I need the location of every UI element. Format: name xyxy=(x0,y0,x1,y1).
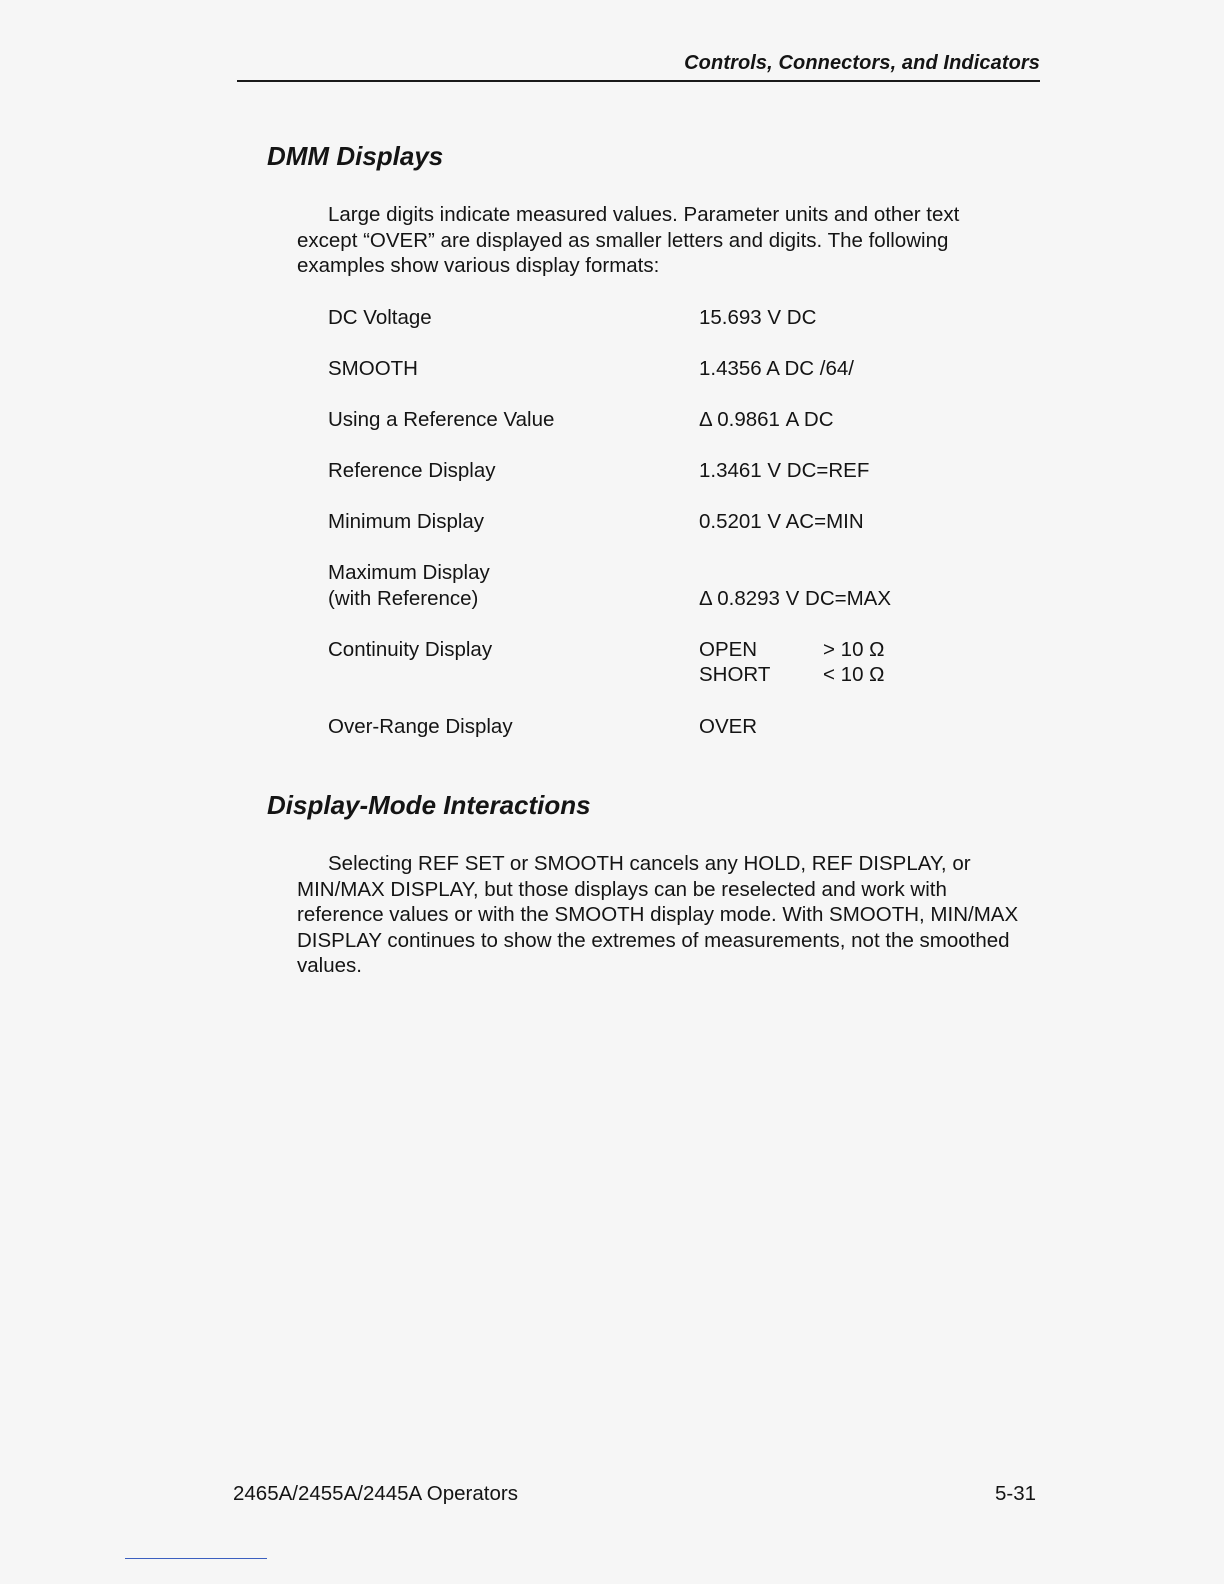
format-label: Over-Range Display xyxy=(328,715,513,738)
paragraph-line: reference values or with the SMOOTH display mode. With SMOOTH, MIN/MAX xyxy=(297,903,1019,927)
format-value: SHORT xyxy=(699,663,771,686)
running-header-title: Controls, Connectors, and Indicators xyxy=(684,52,1040,74)
format-threshold: > 10 Ω xyxy=(823,638,885,661)
format-label: Using a Reference Value xyxy=(328,408,555,431)
format-value: 1.3461 V DC=REF xyxy=(699,459,870,482)
format-value: 15.693 V DC xyxy=(699,306,817,329)
format-label: Continuity Display xyxy=(328,638,493,661)
footer-page-number: 5-31 xyxy=(994,1482,1036,1505)
header-rule xyxy=(237,80,1040,82)
format-label: SMOOTH xyxy=(328,357,418,380)
format-label-continued: (with Reference) xyxy=(328,587,479,610)
format-label: Reference Display xyxy=(328,459,496,482)
format-value: 1.4356 A DC /64/ xyxy=(699,357,855,380)
interactions-paragraph xyxy=(297,851,1047,979)
format-label: DC Voltage xyxy=(328,306,432,329)
section-title-dmm-displays: DMM Displays xyxy=(267,141,444,171)
paragraph-line: Large digits indicate measured values. Parameter units and other text xyxy=(328,203,960,226)
format-value: 0.5201 V AC=MIN xyxy=(699,510,864,533)
section-title-display-mode-interactions: Display-Mode Interactions xyxy=(267,790,591,820)
format-value: OVER xyxy=(699,715,758,738)
paragraph-line: examples show various display formats: xyxy=(297,254,660,278)
paragraph-line: Selecting REF SET or SMOOTH cancels any HOLD, REF DISPLAY, or xyxy=(328,852,971,875)
paragraph-line: values. xyxy=(297,954,362,978)
format-label: Maximum Display xyxy=(328,561,490,584)
paragraph-line: MIN/MAX DISPLAY, but those displays can be reselected and work with xyxy=(297,877,947,901)
dmm-intro-paragraph xyxy=(297,202,1047,279)
format-threshold: < 10 Ω xyxy=(823,663,885,686)
format-value: Δ 0.8293 V DC=MAX xyxy=(699,587,892,610)
format-label: Minimum Display xyxy=(328,510,485,533)
paragraph-line: except “OVER” are displayed as smaller letters and digits. The following xyxy=(297,228,949,252)
footer-manual-title: 2465A/2455A/2445A Operators xyxy=(233,1482,518,1505)
format-value: OPEN xyxy=(699,638,758,661)
paragraph-line: DISPLAY continues to show the extremes of measurements, not the smoothed xyxy=(297,928,1010,952)
format-value: Δ 0.9861 A DC xyxy=(699,408,834,431)
page-edge-rule xyxy=(125,1558,267,1559)
